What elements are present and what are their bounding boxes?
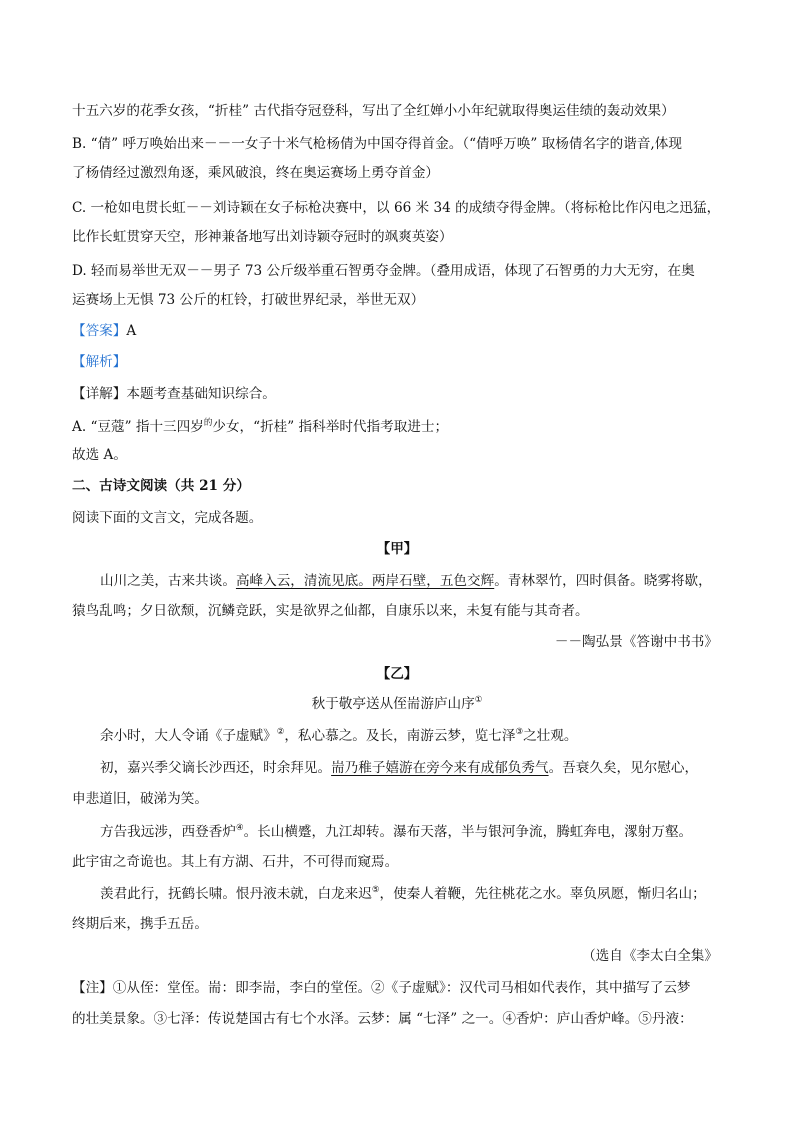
note-marker: ④ bbox=[235, 823, 244, 833]
answer-line bbox=[72, 321, 136, 341]
passage-yi-subtitle bbox=[0, 694, 794, 714]
passage-yi-line-3: 申悲道旧，破涕为笑。 bbox=[72, 791, 208, 807]
subtitle-text: 秋于敬亭送从侄耑游庐山序 bbox=[311, 696, 475, 712]
passage-yi-source: （选自《李太白全集》 bbox=[582, 948, 718, 964]
option-d-line-2: 运赛场上无惧 73 公斤的杠铃，打破世界纪录，举世无双） bbox=[72, 292, 425, 308]
detail-line-3: 故选 A。 bbox=[72, 447, 127, 463]
section-instruction: 阅读下面的文言文，完成各题。 bbox=[72, 510, 263, 526]
underlined-sentence: 高峰入云，清流见底。两岸石壁，五色交辉 bbox=[235, 573, 495, 589]
option-c-line-1: C. 一枪如电贯长虹－－刘诗颖在女子标枪决赛中，以 66 米 34 的成绩夺得金牌。（将标枪比作闪电之迅猛， bbox=[72, 200, 721, 216]
option-b-line-1: B. “倩” 呼万唤始出来－－一女子十米气枪杨倩为中国夺得首金。（“倩呼万唤” 取杨倩名字的谐音,体现 bbox=[72, 136, 682, 152]
section-heading: 二、古诗文阅读（共 21 分） bbox=[72, 478, 250, 494]
passage-yi-line-1 bbox=[100, 726, 577, 746]
passage-jia-title: 【甲】 bbox=[376, 541, 418, 557]
option-d-line-1: D. 轻而易举世无双－－男子 73 公斤级举重石智勇夺金牌。（叠用成语，体现了石智勇的力大无穷，在奥 bbox=[72, 263, 695, 279]
passage-yi-line-2 bbox=[100, 758, 698, 778]
notes-line-1: 【注】①从侄：堂侄。耑：即李耑，李白的堂侄。②《子虚赋》：汉代司马相如代表作，其中描写了云梦 bbox=[72, 980, 691, 996]
detail-line-1: 【详解】本题考查基础知识综合。 bbox=[72, 386, 276, 402]
passage-yi-title: 【乙】 bbox=[376, 666, 418, 682]
passage-yi-text: 羡君此行，抚鹤长啸。恨丹液未就，白龙来迟 bbox=[100, 886, 372, 902]
answer-value: A bbox=[126, 323, 137, 339]
detail-line-2-part-a: A. “豆蔻” 指十三四岁 bbox=[72, 419, 204, 435]
underlined-sentence: 耑乃稚子嬉游在旁今来有成郁负秀气 bbox=[331, 760, 549, 776]
detail-line-2 bbox=[72, 417, 448, 437]
passage-jia-line-2: 猿鸟乱鸣；夕日欲颓，沉鳞竞跃，实是欲界之仙都，自康乐以来，未复有能与其奇者。 bbox=[72, 603, 589, 619]
passage-yi-text: 方告我远涉，西登香炉 bbox=[100, 824, 236, 840]
answer-tag: 【答案】 bbox=[72, 323, 127, 339]
passage-yi-text: 。吾衰久矣，见尔慰心， bbox=[548, 760, 699, 776]
passage-yi-line-6 bbox=[100, 884, 706, 904]
passage-jia-text: 山川之美，古来共谈。 bbox=[100, 573, 236, 589]
note-marker: ③ bbox=[515, 727, 524, 737]
passage-yi-text: 。长山横蹙，九江却转。瀑布天落，半与银河争流，腾虹奔电，潈射万壑。 bbox=[243, 824, 693, 840]
passage-yi-text: ，私心慕之。及长，南游云梦，览七泽 bbox=[284, 728, 516, 744]
passage-yi-line-5: 此宇宙之奇诡也。其上有方湖、石井，不可得而窥焉。 bbox=[72, 854, 399, 870]
analysis-tag: 【解析】 bbox=[72, 354, 127, 370]
passage-jia-line-1 bbox=[100, 571, 712, 591]
option-a-continuation: 十五六岁的花季女孩，“折桂” 古代指夺冠登科，写出了全红婵小小年纪就取得奥运佳绩的轰动效果） bbox=[72, 103, 675, 119]
passage-yi-line-7: 终期后来，携手五岳。 bbox=[72, 916, 208, 932]
passage-yi-text: 余小时，大人令诵《子虚赋》 bbox=[100, 728, 277, 744]
passage-yi-text: ，使秦人着鞭，先往桃花之水。辜负夙愿，惭归名山； bbox=[379, 886, 706, 902]
option-c-line-2: 比作长虹贯穿天空，形神兼备地写出刘诗颖夺冠时的飒爽英姿） bbox=[72, 229, 453, 245]
passage-yi-line-4 bbox=[100, 822, 692, 842]
passage-yi-text: 之壮观。 bbox=[523, 728, 578, 744]
note-marker: ② bbox=[276, 727, 285, 737]
passage-jia-source: －－陶弘景《答谢中书书》 bbox=[554, 634, 718, 650]
note-marker: ⑤ bbox=[371, 885, 380, 895]
notes-line-2: 的壮美景象。③七泽：传说楚国古有七个水泽。云梦：属 “七泽” 之一。④香炉：庐山香炉峰。⑤丹液： bbox=[72, 1011, 693, 1027]
option-b-line-2: 了杨倩经过激烈角逐，乘风破浪，终在奥运赛场上勇夺首金） bbox=[72, 165, 440, 181]
note-marker: ① bbox=[474, 695, 483, 705]
passage-jia-text: 。青林翠竹，四时俱备。晓雾将歇， bbox=[494, 573, 712, 589]
passage-yi-text: 初，嘉兴季父谪长沙西还，时余拜见。 bbox=[100, 760, 332, 776]
detail-superscript: 的 bbox=[203, 418, 213, 428]
detail-line-2-part-b: 少女，“折桂” 指科举时代指考取进士； bbox=[212, 419, 449, 435]
